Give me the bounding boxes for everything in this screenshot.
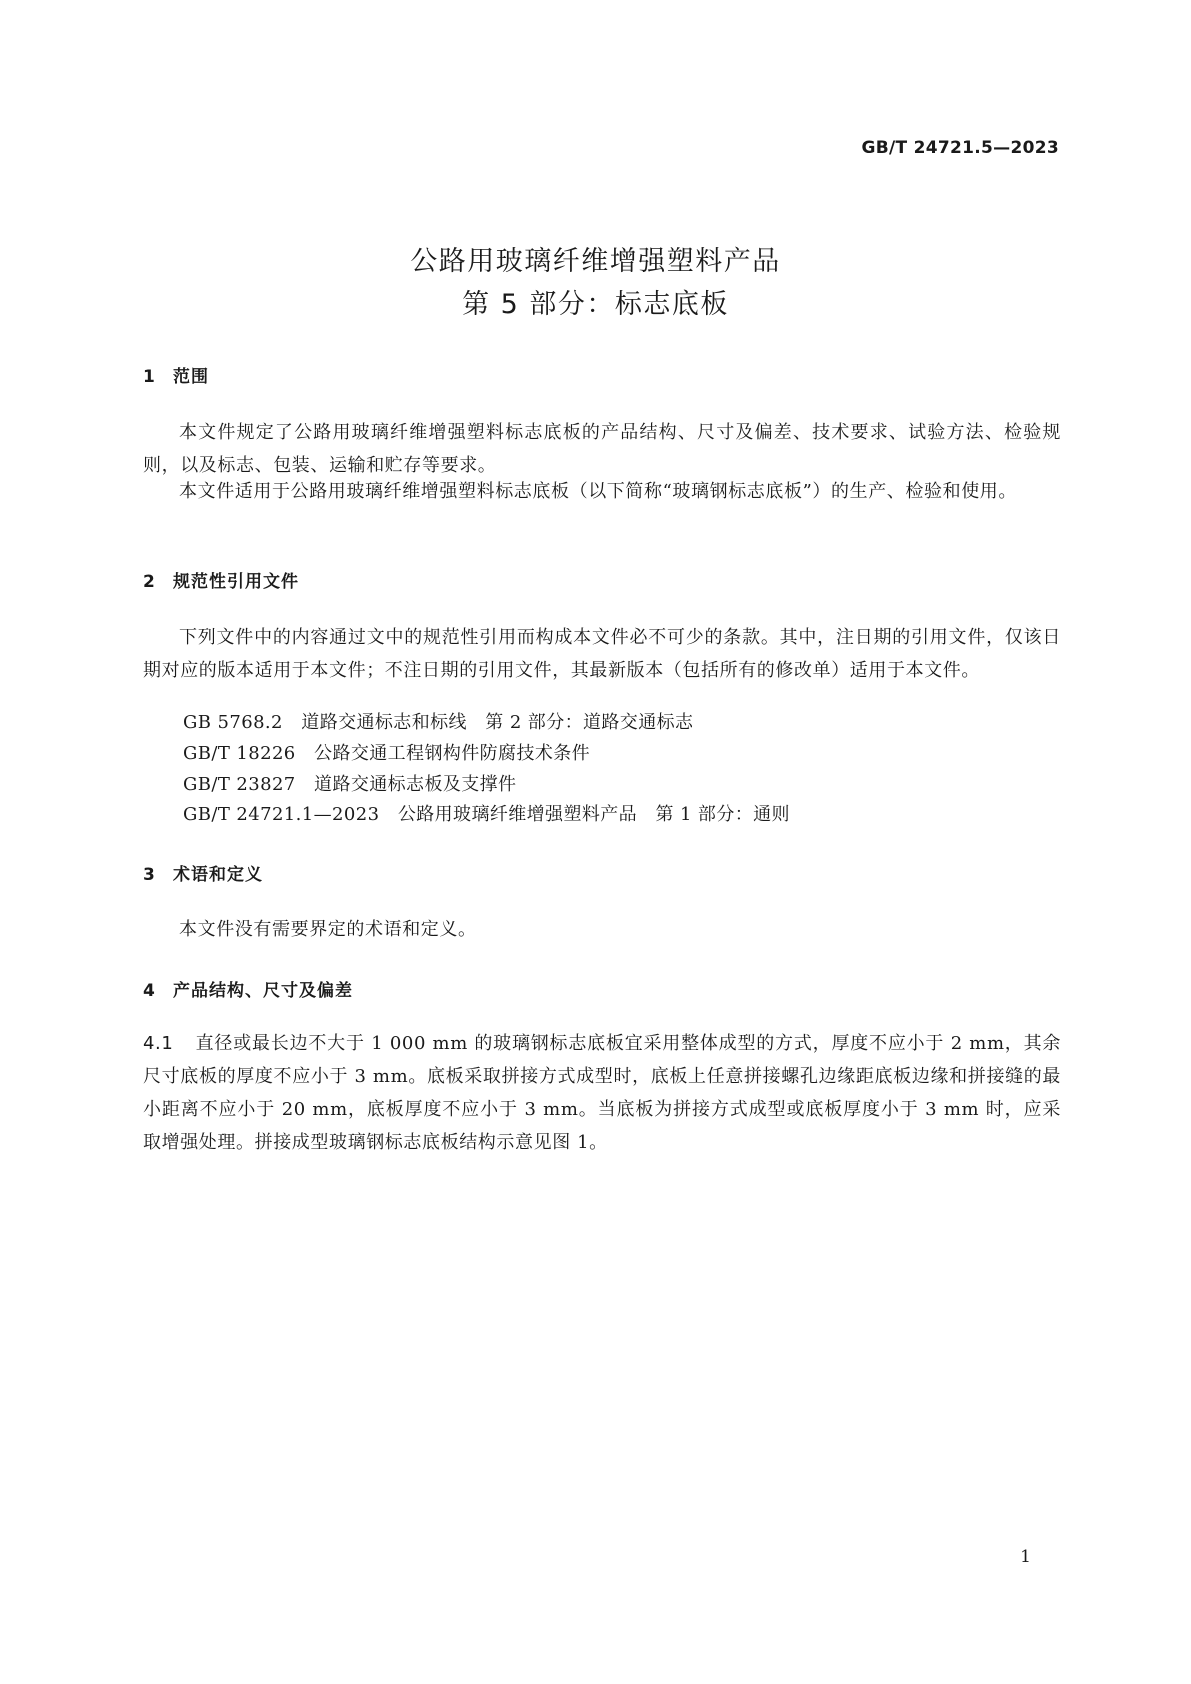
title-line-2: 第 5 部分：标志底板 <box>462 289 729 320</box>
reference-item: GB 5768.2 道路交通标志和标线 第 2 部分：道路交通标志 <box>183 712 694 733</box>
section-heading-normative-references <box>143 567 299 592</box>
page-number: 1 <box>1020 1547 1031 1567</box>
section-heading-structure <box>143 976 353 1001</box>
reference-item: GB/T 24721.1—2023 公路用玻璃纤维增强塑料产品 第 1 部分：通则 <box>183 804 790 825</box>
section-number: 4 <box>143 981 156 1001</box>
clause-text: 直径或最长边不大于 1 000 mm 的玻璃钢标志底板宜采用整体成型的方式，厚度不应小于 2 mm，其余尺寸底板的厚度不应小于 3 mm。底板采取拼接方式成型时，底板上任意拼接螺孔边缘距底板边缘和拼接缝的最小距离不应小于 20 mm，底板厚度不应小于 3 mm。当底板为拼接方式成型或底板厚度小于 3 mm 时，应采取增强处理。拼接成型玻璃钢标志底板结构示意见图 1。 <box>143 1033 1061 1153</box>
section-number: 1 <box>143 367 156 387</box>
title-line-1: 公路用玻璃纤维增强塑料产品 <box>410 246 781 277</box>
section-number: 3 <box>143 865 156 885</box>
section-number: 2 <box>143 572 156 592</box>
standard-number: GB/T 24721.5—2023 <box>861 138 1059 158</box>
document-title <box>0 240 1191 326</box>
section-title: 规范性引用文件 <box>173 572 299 592</box>
section-heading-scope <box>143 362 209 387</box>
references-intro-paragraph: 下列文件中的内容通过文中的规范性引用而构成本文件必不可少的条款。其中，注日期的引用文件，仅该日期对应的版本适用于本文件；不注日期的引用文件，其最新版本（包括所有的修改单）适用于本文件。 <box>143 627 1061 681</box>
section-heading-terms <box>143 860 263 885</box>
section-title: 范围 <box>173 367 209 387</box>
scope-paragraph-1: 本文件规定了公路用玻璃纤维增强塑料标志底板的产品结构、尺寸及偏差、技术要求、试验方法、检验规则，以及标志、包装、运输和贮存等要求。 <box>143 422 1061 476</box>
clause-number: 4.1 <box>143 1033 174 1054</box>
scope-paragraph-2: 本文件适用于公路用玻璃纤维增强塑料标志底板（以下简称“玻璃钢标志底板”）的生产、检验和使用。 <box>179 481 1017 502</box>
section-title: 术语和定义 <box>173 865 263 885</box>
clause-4-1 <box>143 1027 1061 1159</box>
terms-paragraph: 本文件没有需要界定的术语和定义。 <box>179 919 477 940</box>
section-title: 产品结构、尺寸及偏差 <box>173 981 353 1001</box>
reference-item: GB/T 18226 公路交通工程钢构件防腐技术条件 <box>183 743 591 764</box>
reference-item: GB/T 23827 道路交通标志板及支撑件 <box>183 774 517 795</box>
